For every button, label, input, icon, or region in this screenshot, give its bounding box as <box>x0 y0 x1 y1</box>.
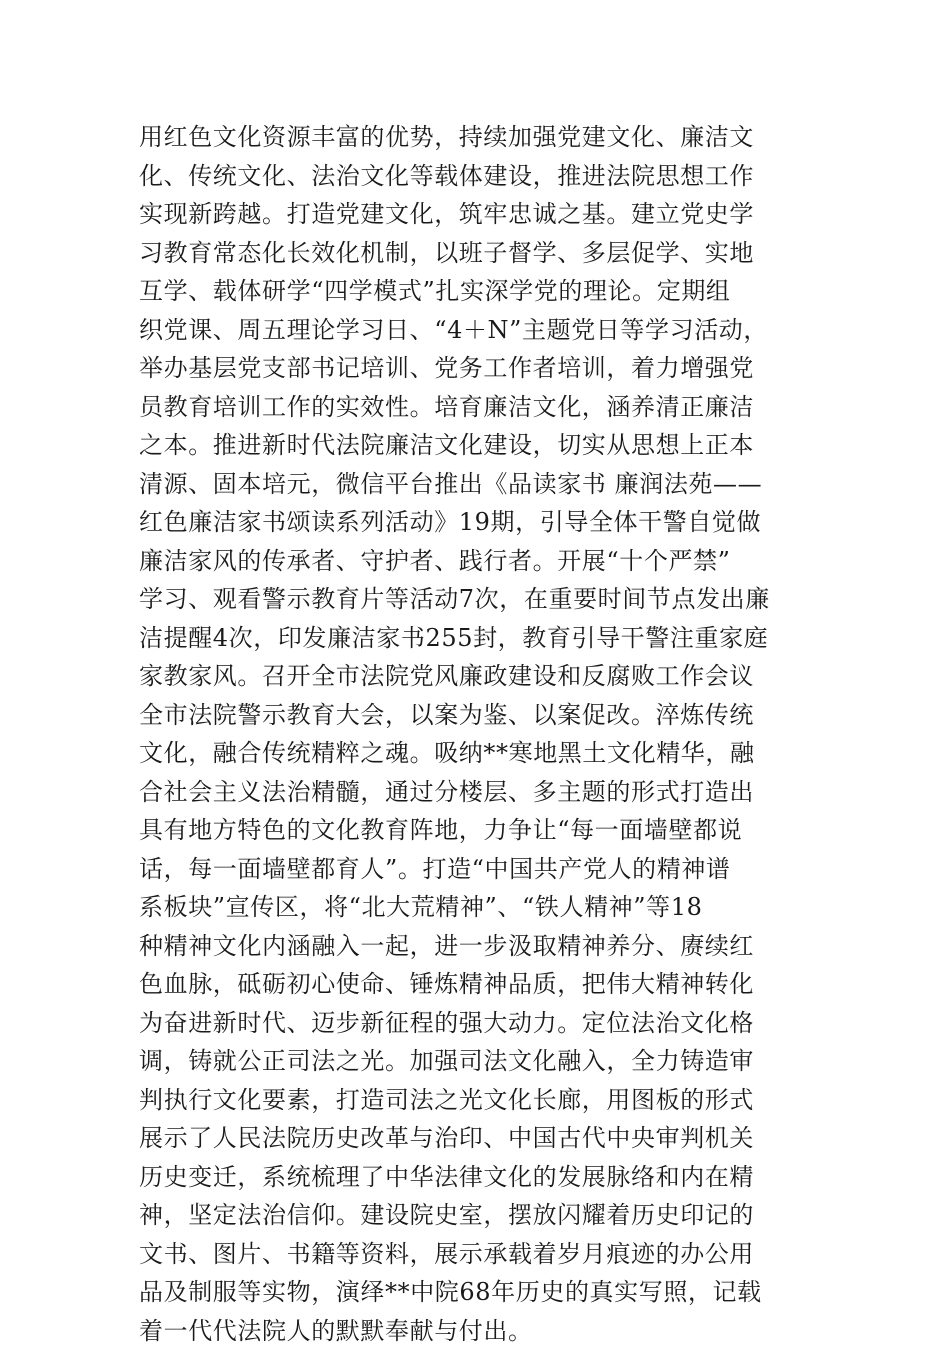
text-line: 廉洁家风的传承者、守护者、践行者。开展“十个严禁” <box>139 542 839 581</box>
text-line: 历史变迁，系统梳理了中华法律文化的发展脉络和内在精 <box>139 1158 839 1197</box>
text-line: 习教育常态化长效化机制，以班子督学、多层促学、实地 <box>139 234 839 273</box>
text-line: 调，铸就公正司法之光。加强司法文化融入，全力铸造审 <box>139 1042 839 1081</box>
text-line: 话，每一面墙壁都育人”。打造“中国共产党人的精神谱 <box>139 850 839 889</box>
text-line: 展示了人民法院历史改革与治印、中国古代中央审判机关 <box>139 1119 839 1158</box>
text-line: 洁提醒4次，印发廉洁家书255封，教育引导干警注重家庭 <box>139 619 839 658</box>
text-line: 判执行文化要素，打造司法之光文化长廊，用图板的形式 <box>139 1081 839 1120</box>
text-line: 用红色文化资源丰富的优势，持续加强党建文化、廉洁文 <box>139 118 839 157</box>
text-line: 系板块”宣传区，将“北大荒精神”、“铁人精神”等18 <box>139 888 839 927</box>
text-line: 学习、观看警示教育片等活动7次，在重要时间节点发出廉 <box>139 580 839 619</box>
text-line: 种精神文化内涵融入一起，进一步汲取精神养分、赓续红 <box>139 927 839 966</box>
text-line: 家教家风。召开全市法院党风廉政建设和反腐败工作会议 <box>139 657 839 696</box>
body-paragraph <box>139 118 839 1350</box>
text-line: 文书、图片、书籍等资料，展示承载着岁月痕迹的办公用 <box>139 1235 839 1274</box>
text-line: 着一代代法院人的默默奉献与付出。 <box>139 1312 839 1350</box>
text-line: 全市法院警示教育大会，以案为鉴、以案促改。淬炼传统 <box>139 696 839 735</box>
text-line: 举办基层党支部书记培训、党务工作者培训，着力增强党 <box>139 349 839 388</box>
text-line: 具有地方特色的文化教育阵地，力争让“每一面墙壁都说 <box>139 811 839 850</box>
text-line: 为奋进新时代、迈步新征程的强大动力。定位法治文化格 <box>139 1004 839 1043</box>
text-line: 实现新跨越。打造党建文化，筑牢忠诚之基。建立党史学 <box>139 195 839 234</box>
text-line: 色血脉，砥砺初心使命、锤炼精神品质，把伟大精神转化 <box>139 965 839 1004</box>
text-line: 之本。推进新时代法院廉洁文化建设，切实从思想上正本 <box>139 426 839 465</box>
text-line: 合社会主义法治精髓，通过分楼层、多主题的形式打造出 <box>139 773 839 812</box>
text-line: 清源、固本培元，微信平台推出《品读家书 廉润法苑—— <box>139 465 839 504</box>
text-line: 品及制服等实物，演绎**中院68年历史的真实写照，记载 <box>139 1273 839 1312</box>
text-line: 员教育培训工作的实效性。培育廉洁文化，涵养清正廉洁 <box>139 388 839 427</box>
text-line: 红色廉洁家书颂读系列活动》19期，引导全体干警自觉做 <box>139 503 839 542</box>
text-line: 织党课、周五理论学习日、“4＋N”主题党日等学习活动， <box>139 311 839 350</box>
text-line: 互学、载体研学“四学模式”扎实深学党的理论。定期组 <box>139 272 839 311</box>
text-line: 文化，融合传统精粹之魂。吸纳**寒地黑土文化精华，融 <box>139 734 839 773</box>
text-line: 神，坚定法治信仰。建设院史室，摆放闪耀着历史印记的 <box>139 1196 839 1235</box>
text-line: 化、传统文化、法治文化等载体建设，推进法院思想工作 <box>139 157 839 196</box>
